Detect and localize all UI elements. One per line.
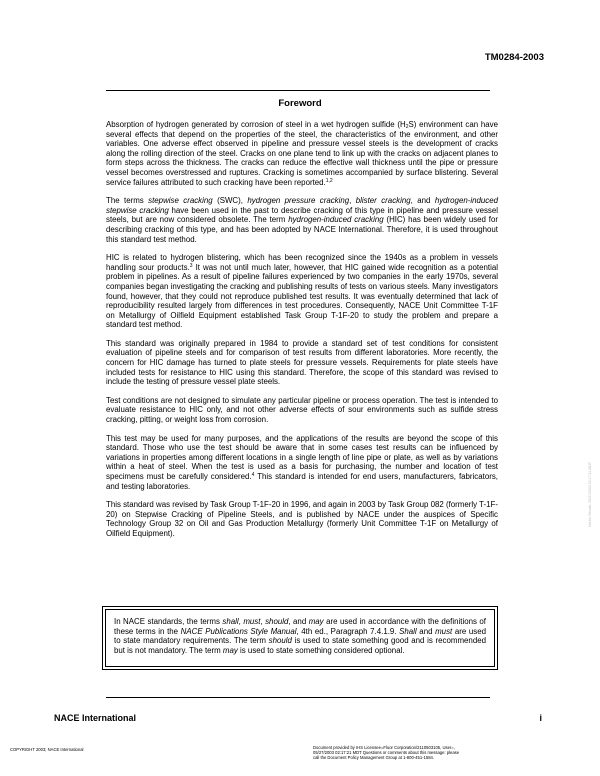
- side-watermark: Not for Resale, 05/27/2003 02:17:21 MDT: [588, 462, 592, 527]
- paragraph-1: Absorption of hydrogen generated by corrosion of steel in a wet hydrogen sulfide $(H_2S)$ environment can have several effects that depend on the properties of the steel, the characteristics of the environment, and other variables. One adverse effect observed in pipeline and pressure vessel steels is the development of cracks along the rolling direction of the steel. Cracks on one plane tend to link up with the cracks on adjacent planes to form steps across the thickness. The cracks can reduce the effective wall thickness until the pipe or pressure vessel becomes overstressed and ruptures. Cracking is sometimes accompanied by surface blistering. Several service failures attributed to such cracking have been reported.$^{1,2}$: [106, 120, 498, 187]
- terminology-notice-text: In NACE standards, the terms shall, must, should, and may are used in accordance with the definitions of these terms in the NACE Publications Style Manual, 4th ed., Paragraph 7.4.1.9. Shall and must are used to state mandatory requirements. The term should is used to state something good and is recommended but is not mandatory. The term may is used to state something considered optional.: [105, 609, 495, 667]
- paragraph-5: Test conditions are not designed to simulate any particular pipeline or process operation. The test is intended to evaluate resistance to HIC only, and not other adverse effects of sour environments such as sulfide stress cracking, pitting, or weight loss from corrosion.: [106, 395, 498, 425]
- document-number: TM0284-2003: [484, 52, 544, 63]
- citation-superscript: 4: [251, 472, 255, 478]
- section-title: Foreword: [278, 98, 322, 109]
- paragraph-6: This test may be used for many purposes, and the applications of the results are beyond the scope of this standard. Those who use the test should be aware that in some cases test results can be influenced by variations in properties among different locations in a single length of line pipe or plate, as well as by variations within a heat of steel. When the test is used as a basis for purchasing, the number and location of test specimens must be carefully considered.$^4$ This standard is intended for end users, manufacturers, fabricators, and testing laboratories.: [106, 433, 498, 491]
- paragraph-7: This standard was revised by Task Group T-1F-20 in 1996, and again in 2003 by Task Group 082 (formerly T-1F-20) on Stepwise Cracking of Pipeline Steels, and is published by NACE under the auspices of Specific Technology Group 32 on Oil and Gas Production Metallurgy (formerly Unit Committee T-1F on Metallurgy of Oilfield Equipment).: [106, 500, 498, 538]
- paragraph-3: HIC is related to hydrogen blistering, which has been recognized since the 1940s as a problem in vessels handling sour products.$^3$ It was not until much later, however, that HIC gained wide recognition as a potential problem in pipelines. As a result of pipeline failures experienced by two companies in the early 1970s, several companies began investigating the cracking and publishing results of tests on various steels. Many investigators found, however, that they could not reproduce published test results. It was eventually determined that lack of reproducibility resulted largely from differences in test procedures. Consequently, NACE Unit Committee T-1F on Metallurgy of Oilfield Equipment established Task Group T-1F-20 to study the problem and prepare a standard test method.: [106, 253, 498, 330]
- bottom-divider: [106, 697, 490, 698]
- paragraph-2: The terms stepwise cracking (SWC), hydrogen pressure cracking, blister cracking, and hydrogen-induced stepwise cracking have been used in the past to describe cracking of this type in pipeline and pressure vessel steels, but are now considered obsolete. The term hydrogen-induced cracking (HIC) has been widely used for describing cracking of this type, and has been adopted by NACE International. Therefore, it is used throughout this standard test method.: [106, 196, 499, 244]
- footer-organization: NACE International: [54, 713, 137, 723]
- top-divider: [106, 90, 490, 91]
- copyright-notice: COPYRIGHT 2003; NACE International: [10, 747, 84, 752]
- provider-notice: Document provided by IHS Licensee=Fluor Corporation/2110503105, User=, 05/27/2003 02:17:21 MDT Questions or comments about this message: please call the Document Policy Management Group at 1-800-451-1584.: [313, 745, 460, 760]
- paragraph-4: This standard was originally prepared in 1984 to provide a standard set of test conditions for consistent evaluation of pipeline steels and for comparison of test results from different laboratories. More recently, the concern for HIC damage has turned to plate steels for pressure vessels. Requirements for plate steels have included tests for resistance to HIC using this standard. Therefore, the scope of this standard was revised to include the testing of pressure vessel plate steels.: [106, 338, 498, 387]
- citation-superscript: 3: [189, 262, 193, 269]
- foreword-body: [106, 120, 498, 548]
- page-number: i: [539, 713, 542, 723]
- terminology-notice-box: [102, 606, 498, 670]
- citation-superscript: 1,2: [325, 177, 333, 184]
